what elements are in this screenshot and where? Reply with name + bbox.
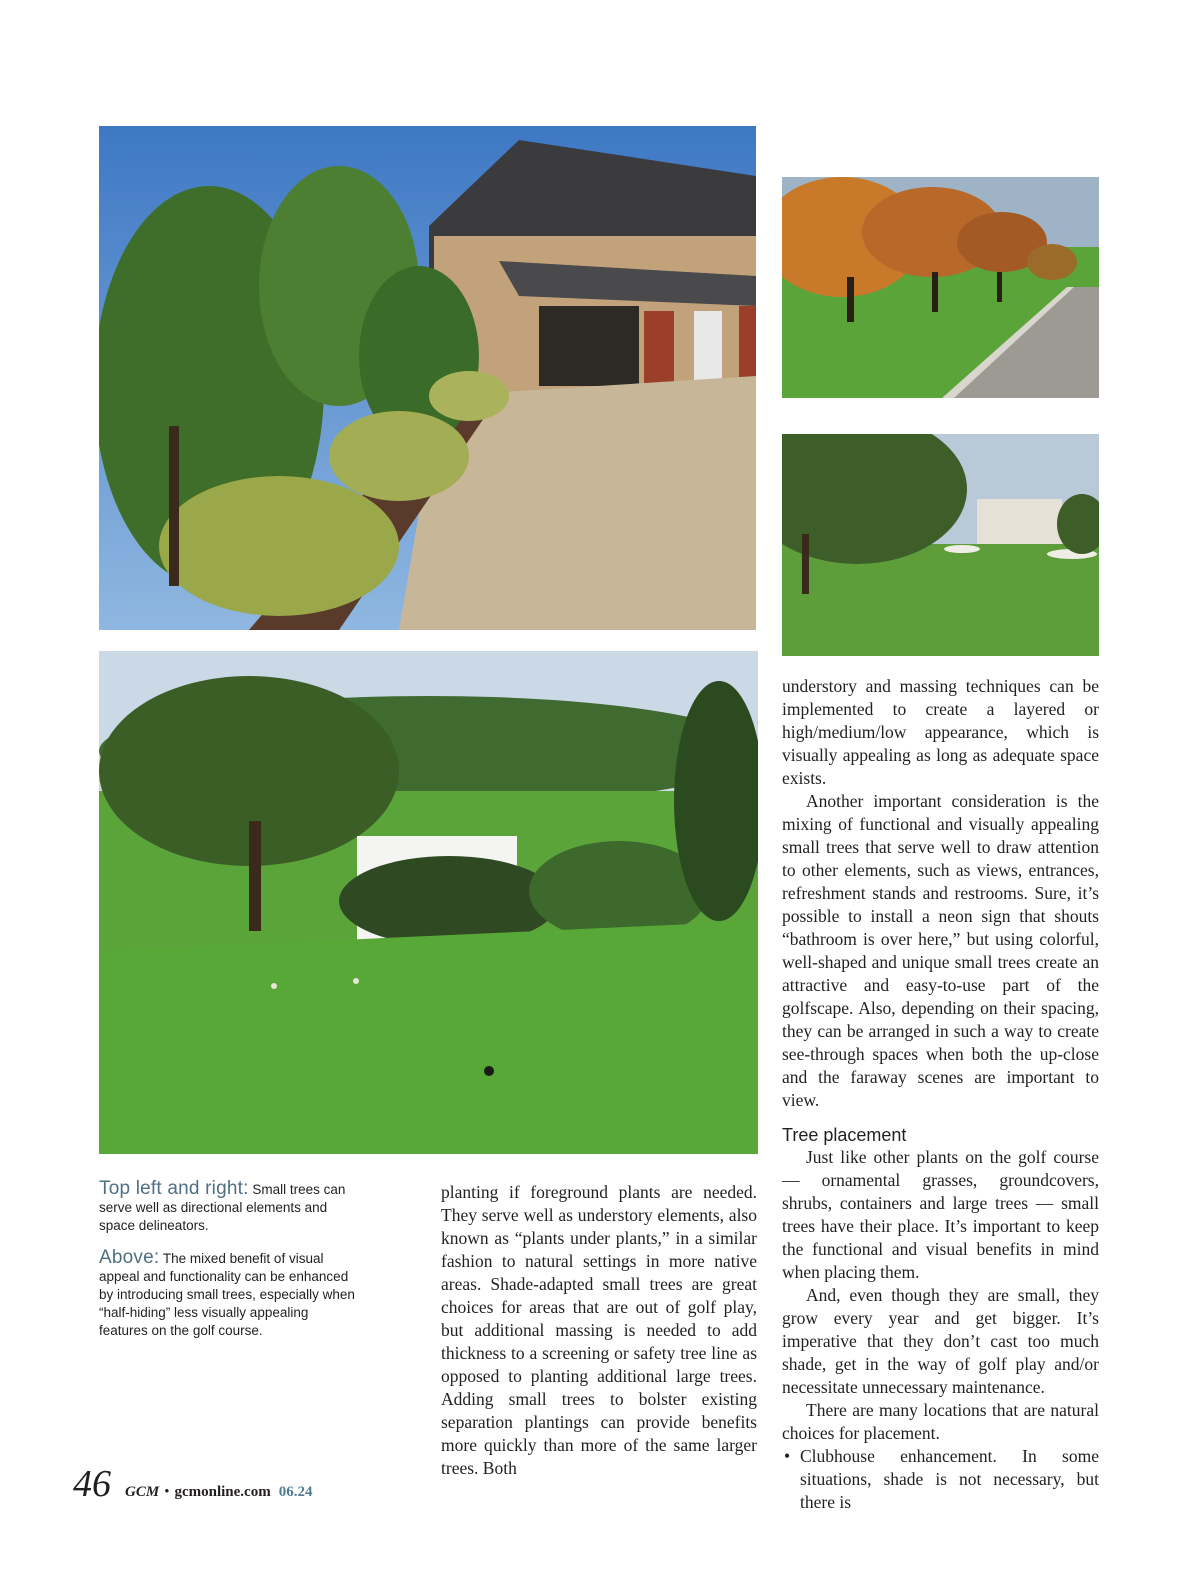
right-paragraph-2: Another important consideration is the mixing of functional and visually appealing small trees that serve well to draw attention to other elements, such as views, entrances, refreshment stands and restrooms. Sure, it’s possible to install a neon sign that shouts “bathroom is over here,” but using colorful, well-shaped and unique small trees create an attractive and easy-to-use part of the golfscape. Also, depending on their spacing, they can be arranged in such a way to create see-through spaces when both the up-close and the faraway scenes are important to view. xyxy=(782,791,1099,1110)
right-paragraph-3: Just like other plants on the golf course — ornamental grasses, groundcovers, shrubs, containers and large trees — small trees have their place. It’s important to keep the functional and visual benefits in mind when placing them. xyxy=(782,1147,1099,1282)
page-number: 46 xyxy=(73,1463,111,1505)
middle-paragraph: planting if foreground plants are needed. They serve well as understory elements, also known as “plants under plants,” in a similar fashion to natural settings in more native areas. Shade-adapted small trees are great choices for areas that are out of golf play, but additional massing is needed to add thickness to a screening or safety tree line as opposed to planting additional large trees. Adding small trees to bolster existing separation plantings can provide benefits more quickly than more of the same larger trees. Both xyxy=(441,1182,757,1478)
autumn-trees-photo xyxy=(782,177,1099,398)
caption-above-lead: Above: xyxy=(99,1247,160,1268)
right-column xyxy=(782,675,1099,1514)
magazine-name: GCM xyxy=(125,1484,160,1500)
right-paragraph-4: And, even though they are small, they grow every year and get bigger. It’s imperative that they don’t cast too much shade, get in the way of golf play and/or necessitate unnecessary maintenance. xyxy=(782,1285,1099,1397)
right-paragraph-1: understory and massing techniques can be implemented to create a layered or high/medium/low appearance, which is visually appealing as long as adequate space exists. xyxy=(782,676,1099,788)
caption-top-text: Small trees can serve well as directional elements and space delineators. xyxy=(99,1182,346,1233)
list-item xyxy=(782,1445,1099,1514)
middle-column xyxy=(441,1181,757,1480)
website-url: gcmonline.com xyxy=(174,1484,271,1500)
golf-course-tree-photo xyxy=(782,434,1099,656)
issue-date: 06.24 xyxy=(278,1484,313,1500)
placement-list xyxy=(782,1445,1099,1514)
caption-top-lead: Top left and right: xyxy=(99,1178,249,1199)
photo-captions xyxy=(99,1180,357,1354)
bullet-icon: • xyxy=(784,1446,791,1466)
caption-above-text: The mixed benefit of visual appeal and functionality can be enhanced by introducing small trees, especially when “half-hiding” less visually appealing features on the golf course. xyxy=(99,1251,355,1338)
caption-top xyxy=(99,1180,357,1235)
right-paragraph-5: There are many locations that are natural choices for placement. xyxy=(782,1400,1099,1443)
list-item-text: Clubhouse enhancement. In some situations, shade is not necessary, but there is xyxy=(800,1446,1099,1512)
caption-above xyxy=(99,1249,357,1340)
clubhouse-photo xyxy=(99,126,756,630)
page-footer xyxy=(73,1462,312,1510)
golf-tee-photo xyxy=(99,651,758,1154)
footer-separator: • xyxy=(164,1484,170,1500)
section-heading-tree-placement: Tree placement xyxy=(782,1125,907,1145)
